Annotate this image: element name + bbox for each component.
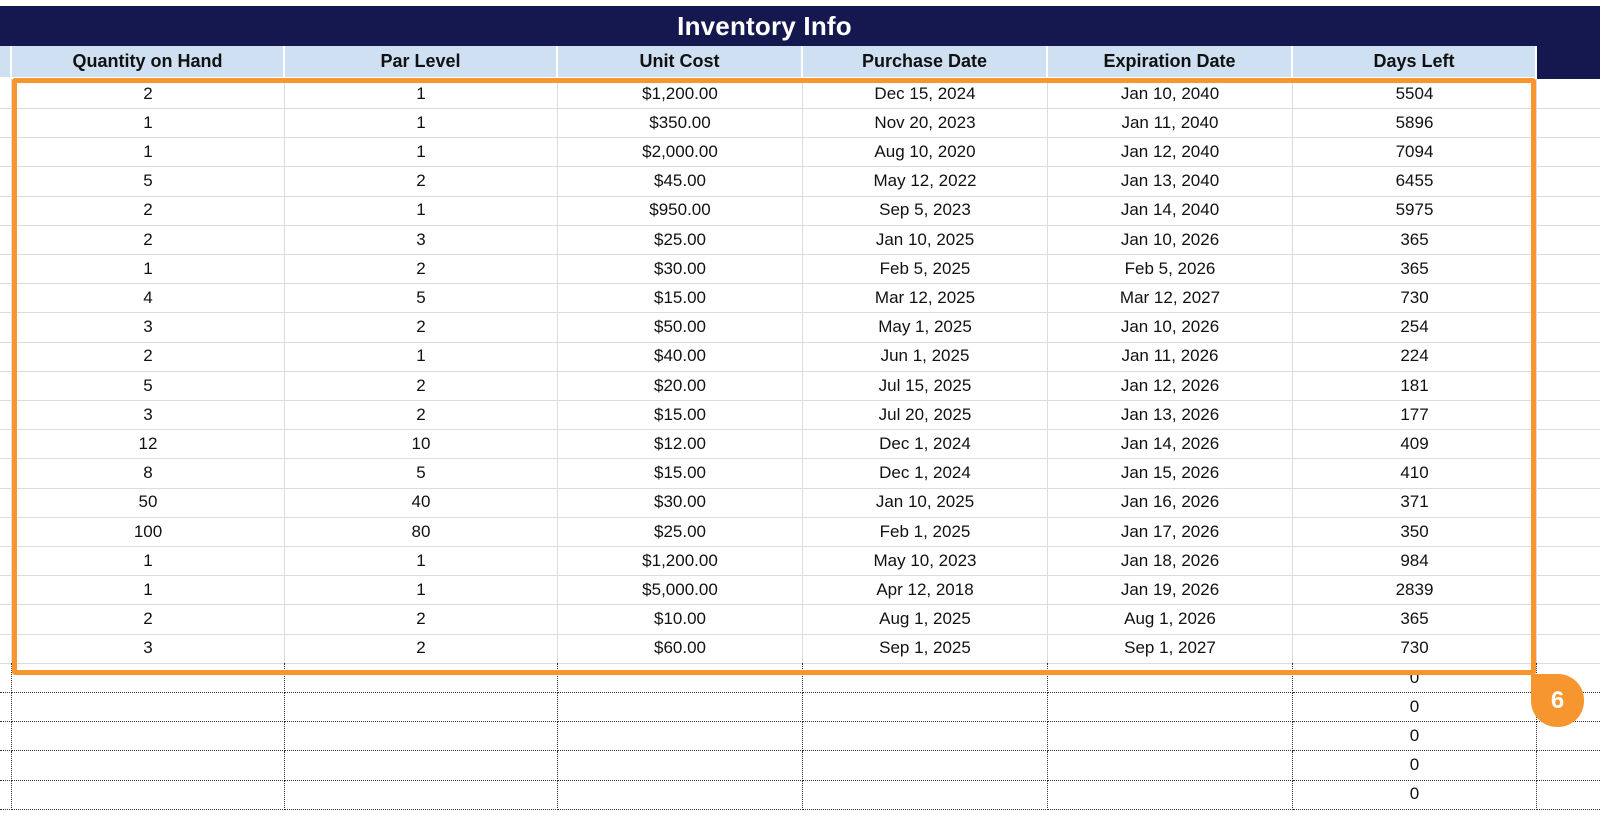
row-gutter-cell[interactable] bbox=[0, 313, 12, 343]
cell-purchase-date[interactable]: Feb 5, 2025 bbox=[803, 254, 1048, 284]
table-row bbox=[0, 429, 1600, 459]
cell-expiration-date[interactable]: Jan 17, 2026 bbox=[1048, 517, 1293, 547]
row-right-gutter-cell[interactable] bbox=[1537, 400, 1600, 430]
cell-purchase-date[interactable] bbox=[803, 692, 1048, 722]
cell-quantity-on-hand[interactable] bbox=[12, 751, 285, 781]
cell-quantity-on-hand[interactable]: 3 bbox=[12, 313, 285, 343]
cell-unit-cost[interactable]: $5,000.00 bbox=[558, 575, 803, 605]
cell-quantity-on-hand[interactable]: 1 bbox=[12, 108, 285, 138]
cell-par-level[interactable]: 40 bbox=[285, 488, 558, 518]
cell-par-level[interactable]: 2 bbox=[285, 254, 558, 284]
cell-days-left[interactable]: 0 bbox=[1293, 780, 1537, 810]
row-gutter-cell[interactable] bbox=[0, 605, 12, 635]
cell-unit-cost[interactable] bbox=[558, 780, 803, 810]
cell-expiration-date[interactable]: Jan 14, 2040 bbox=[1048, 196, 1293, 226]
cell-days-left[interactable]: 730 bbox=[1293, 634, 1537, 664]
cell-par-level[interactable] bbox=[285, 663, 558, 693]
row-right-gutter-cell[interactable] bbox=[1537, 167, 1600, 197]
column-header-days-left[interactable]: Days Left bbox=[1293, 46, 1537, 77]
cell-unit-cost[interactable] bbox=[558, 721, 803, 751]
cell-purchase-date[interactable]: May 10, 2023 bbox=[803, 546, 1048, 576]
cell-unit-cost[interactable]: $12.00 bbox=[558, 429, 803, 459]
cell-purchase-date[interactable]: Dec 1, 2024 bbox=[803, 459, 1048, 489]
empty-table-row bbox=[0, 663, 1600, 693]
table-row bbox=[0, 196, 1600, 226]
cell-expiration-date[interactable]: Jan 19, 2026 bbox=[1048, 575, 1293, 605]
cell-days-left[interactable]: 409 bbox=[1293, 429, 1537, 459]
cell-days-left[interactable]: 254 bbox=[1293, 313, 1537, 343]
cell-days-left[interactable]: 7094 bbox=[1293, 137, 1537, 167]
cell-purchase-date[interactable]: Jun 1, 2025 bbox=[803, 342, 1048, 372]
cell-days-left[interactable]: 0 bbox=[1293, 751, 1537, 781]
cell-purchase-date[interactable]: Dec 1, 2024 bbox=[803, 429, 1048, 459]
row-gutter-cell[interactable] bbox=[0, 751, 12, 781]
cell-par-level[interactable]: 2 bbox=[285, 634, 558, 664]
row-gutter-cell[interactable] bbox=[0, 692, 12, 722]
cell-expiration-date[interactable] bbox=[1048, 751, 1293, 781]
cell-par-level[interactable] bbox=[285, 692, 558, 722]
row-gutter-cell[interactable] bbox=[0, 137, 12, 167]
table-row bbox=[0, 283, 1600, 313]
cell-expiration-date[interactable]: Jan 14, 2026 bbox=[1048, 429, 1293, 459]
cell-unit-cost[interactable]: $25.00 bbox=[558, 225, 803, 255]
cell-quantity-on-hand[interactable]: 50 bbox=[12, 488, 285, 518]
cell-days-left[interactable]: 5975 bbox=[1293, 196, 1537, 226]
cell-expiration-date[interactable]: Jan 15, 2026 bbox=[1048, 459, 1293, 489]
cell-par-level[interactable]: 2 bbox=[285, 400, 558, 430]
cell-quantity-on-hand[interactable]: 2 bbox=[12, 196, 285, 226]
cell-purchase-date[interactable] bbox=[803, 721, 1048, 751]
cell-par-level[interactable]: 1 bbox=[285, 137, 558, 167]
cell-days-left[interactable]: 350 bbox=[1293, 517, 1537, 547]
cell-expiration-date[interactable] bbox=[1048, 692, 1293, 722]
table-row bbox=[0, 313, 1600, 343]
cell-days-left[interactable]: 181 bbox=[1293, 371, 1537, 401]
empty-table-row bbox=[0, 751, 1600, 781]
cell-days-left[interactable]: 0 bbox=[1293, 692, 1537, 722]
row-gutter-cell[interactable] bbox=[0, 167, 12, 197]
row-right-gutter-cell[interactable] bbox=[1537, 196, 1600, 226]
row-right-gutter-cell[interactable] bbox=[1537, 254, 1600, 284]
cell-quantity-on-hand[interactable]: 3 bbox=[12, 634, 285, 664]
cell-quantity-on-hand[interactable] bbox=[12, 721, 285, 751]
row-gutter-cell[interactable] bbox=[0, 79, 12, 109]
cell-unit-cost[interactable]: $950.00 bbox=[558, 196, 803, 226]
cell-quantity-on-hand[interactable]: 8 bbox=[12, 459, 285, 489]
cell-purchase-date[interactable]: Jan 10, 2025 bbox=[803, 488, 1048, 518]
row-gutter-cell[interactable] bbox=[0, 371, 12, 401]
cell-par-level[interactable]: 2 bbox=[285, 605, 558, 635]
table-row bbox=[0, 488, 1600, 518]
cell-par-level[interactable]: 1 bbox=[285, 108, 558, 138]
cell-par-level[interactable]: 2 bbox=[285, 167, 558, 197]
cell-purchase-date[interactable]: Nov 20, 2023 bbox=[803, 108, 1048, 138]
row-gutter-cell[interactable] bbox=[0, 225, 12, 255]
table-row bbox=[0, 225, 1600, 255]
column-header-purchase-date[interactable]: Purchase Date bbox=[803, 46, 1048, 77]
cell-purchase-date[interactable]: Mar 12, 2025 bbox=[803, 283, 1048, 313]
table-row bbox=[0, 605, 1600, 635]
row-right-gutter-cell[interactable] bbox=[1537, 546, 1600, 576]
cell-unit-cost[interactable]: $25.00 bbox=[558, 517, 803, 547]
row-right-gutter-cell[interactable] bbox=[1537, 721, 1600, 751]
cell-expiration-date[interactable]: Feb 5, 2026 bbox=[1048, 254, 1293, 284]
cell-quantity-on-hand[interactable]: 5 bbox=[12, 167, 285, 197]
cell-purchase-date[interactable]: Apr 12, 2018 bbox=[803, 575, 1048, 605]
column-header-row bbox=[0, 46, 1537, 77]
table-row bbox=[0, 575, 1600, 605]
column-header-unit-cost[interactable]: Unit Cost bbox=[558, 46, 803, 77]
cell-quantity-on-hand[interactable]: 12 bbox=[12, 429, 285, 459]
cell-days-left[interactable]: 365 bbox=[1293, 254, 1537, 284]
cell-unit-cost[interactable]: $15.00 bbox=[558, 283, 803, 313]
cell-unit-cost[interactable]: $20.00 bbox=[558, 371, 803, 401]
cell-unit-cost[interactable]: $40.00 bbox=[558, 342, 803, 372]
cell-par-level[interactable]: 80 bbox=[285, 517, 558, 547]
row-right-gutter-cell[interactable] bbox=[1537, 459, 1600, 489]
cell-quantity-on-hand[interactable]: 1 bbox=[12, 137, 285, 167]
table-row bbox=[0, 400, 1600, 430]
cell-purchase-date[interactable]: Sep 5, 2023 bbox=[803, 196, 1048, 226]
cell-expiration-date[interactable]: Jan 10, 2026 bbox=[1048, 313, 1293, 343]
cell-quantity-on-hand[interactable]: 100 bbox=[12, 517, 285, 547]
cell-unit-cost[interactable]: $50.00 bbox=[558, 313, 803, 343]
row-gutter-cell[interactable] bbox=[0, 254, 12, 284]
cell-par-level[interactable]: 2 bbox=[285, 371, 558, 401]
row-right-gutter-cell[interactable] bbox=[1537, 575, 1600, 605]
row-right-gutter-cell[interactable] bbox=[1537, 225, 1600, 255]
row-gutter-cell[interactable] bbox=[0, 634, 12, 664]
cell-days-left[interactable]: 0 bbox=[1293, 721, 1537, 751]
table-row bbox=[0, 108, 1600, 138]
cell-purchase-date[interactable] bbox=[803, 751, 1048, 781]
row-right-gutter-cell[interactable] bbox=[1537, 517, 1600, 547]
table-row bbox=[0, 167, 1600, 197]
row-gutter-cell[interactable] bbox=[0, 575, 12, 605]
header-fill-right bbox=[1537, 6, 1600, 79]
cell-purchase-date[interactable] bbox=[803, 780, 1048, 810]
cell-expiration-date[interactable]: Jan 13, 2040 bbox=[1048, 167, 1293, 197]
section-title: Inventory Info bbox=[677, 10, 852, 41]
cell-unit-cost[interactable]: $60.00 bbox=[558, 634, 803, 664]
cell-days-left[interactable]: 365 bbox=[1293, 225, 1537, 255]
cell-purchase-date[interactable]: Aug 10, 2020 bbox=[803, 137, 1048, 167]
row-right-gutter-cell[interactable] bbox=[1537, 108, 1600, 138]
cell-days-left[interactable]: 0 bbox=[1293, 663, 1537, 693]
cell-expiration-date[interactable]: Jan 11, 2040 bbox=[1048, 108, 1293, 138]
cell-par-level[interactable]: 1 bbox=[285, 79, 558, 109]
row-right-gutter-cell[interactable] bbox=[1537, 283, 1600, 313]
row-gutter-cell[interactable] bbox=[0, 459, 12, 489]
column-header-par-level[interactable]: Par Level bbox=[285, 46, 558, 77]
row-right-gutter-cell[interactable] bbox=[1537, 605, 1600, 635]
cell-days-left[interactable]: 177 bbox=[1293, 400, 1537, 430]
cell-par-level[interactable]: 1 bbox=[285, 546, 558, 576]
cell-days-left[interactable]: 5896 bbox=[1293, 108, 1537, 138]
cell-quantity-on-hand[interactable]: 1 bbox=[12, 254, 285, 284]
cell-days-left[interactable]: 365 bbox=[1293, 605, 1537, 635]
cell-par-level[interactable]: 1 bbox=[285, 342, 558, 372]
cell-days-left[interactable]: 224 bbox=[1293, 342, 1537, 372]
cell-purchase-date[interactable]: May 12, 2022 bbox=[803, 167, 1048, 197]
cell-par-level[interactable]: 3 bbox=[285, 225, 558, 255]
cell-days-left[interactable]: 2839 bbox=[1293, 575, 1537, 605]
row-gutter-cell[interactable] bbox=[0, 400, 12, 430]
cell-expiration-date[interactable] bbox=[1048, 663, 1293, 693]
section-title-bar[interactable] bbox=[0, 6, 1537, 46]
cell-quantity-on-hand[interactable] bbox=[12, 663, 285, 693]
column-header-quantity-on-hand[interactable]: Quantity on Hand bbox=[12, 46, 285, 77]
cell-days-left[interactable]: 730 bbox=[1293, 283, 1537, 313]
cell-expiration-date[interactable]: Jan 13, 2026 bbox=[1048, 400, 1293, 430]
cell-par-level[interactable] bbox=[285, 751, 558, 781]
cell-quantity-on-hand[interactable] bbox=[12, 692, 285, 722]
column-header-expiration-date[interactable]: Expiration Date bbox=[1048, 46, 1293, 77]
cell-unit-cost[interactable]: $45.00 bbox=[558, 167, 803, 197]
cell-quantity-on-hand[interactable]: 2 bbox=[12, 225, 285, 255]
row-gutter-cell[interactable] bbox=[0, 780, 12, 810]
row-gutter-cell[interactable] bbox=[0, 108, 12, 138]
row-right-gutter-cell[interactable] bbox=[1537, 488, 1600, 518]
cell-quantity-on-hand[interactable]: 2 bbox=[12, 605, 285, 635]
cell-quantity-on-hand[interactable]: 1 bbox=[12, 575, 285, 605]
cell-unit-cost[interactable]: $2,000.00 bbox=[558, 137, 803, 167]
table-row bbox=[0, 546, 1600, 576]
cell-purchase-date[interactable]: Dec 15, 2024 bbox=[803, 79, 1048, 109]
cell-purchase-date[interactable]: Jul 20, 2025 bbox=[803, 400, 1048, 430]
cell-days-left[interactable]: 984 bbox=[1293, 546, 1537, 576]
cell-expiration-date[interactable] bbox=[1048, 721, 1293, 751]
row-right-gutter-cell[interactable] bbox=[1537, 371, 1600, 401]
table-row bbox=[0, 371, 1600, 401]
cell-purchase-date[interactable]: Sep 1, 2025 bbox=[803, 634, 1048, 664]
cell-purchase-date[interactable]: Aug 1, 2025 bbox=[803, 605, 1048, 635]
cell-unit-cost[interactable]: $15.00 bbox=[558, 459, 803, 489]
row-right-gutter-cell[interactable] bbox=[1537, 313, 1600, 343]
cell-quantity-on-hand[interactable]: 3 bbox=[12, 400, 285, 430]
table-row bbox=[0, 459, 1600, 489]
cell-par-level[interactable] bbox=[285, 780, 558, 810]
cell-expiration-date[interactable]: Jan 16, 2026 bbox=[1048, 488, 1293, 518]
row-right-gutter-cell[interactable] bbox=[1537, 634, 1600, 664]
cell-days-left[interactable]: 6455 bbox=[1293, 167, 1537, 197]
cell-par-level[interactable]: 5 bbox=[285, 283, 558, 313]
cell-par-level[interactable]: 10 bbox=[285, 429, 558, 459]
cell-days-left[interactable]: 5504 bbox=[1293, 79, 1537, 109]
column-header-spacer bbox=[0, 46, 12, 77]
cell-expiration-date[interactable]: Jan 10, 2040 bbox=[1048, 79, 1293, 109]
cell-quantity-on-hand[interactable]: 5 bbox=[12, 371, 285, 401]
cell-unit-cost[interactable] bbox=[558, 663, 803, 693]
row-gutter-cell[interactable] bbox=[0, 283, 12, 313]
cell-purchase-date[interactable]: Jul 15, 2025 bbox=[803, 371, 1048, 401]
row-gutter-cell[interactable] bbox=[0, 488, 12, 518]
row-right-gutter-cell[interactable] bbox=[1537, 429, 1600, 459]
row-gutter-cell[interactable] bbox=[0, 663, 12, 693]
cell-quantity-on-hand[interactable]: 2 bbox=[12, 342, 285, 372]
cell-expiration-date[interactable]: Mar 12, 2027 bbox=[1048, 283, 1293, 313]
cell-expiration-date[interactable]: Jan 18, 2026 bbox=[1048, 546, 1293, 576]
cell-expiration-date[interactable] bbox=[1048, 780, 1293, 810]
table-row bbox=[0, 254, 1600, 284]
row-gutter-cell[interactable] bbox=[0, 429, 12, 459]
row-gutter-cell[interactable] bbox=[0, 342, 12, 372]
row-right-gutter-cell[interactable] bbox=[1537, 780, 1600, 810]
cell-par-level[interactable]: 5 bbox=[285, 459, 558, 489]
cell-par-level[interactable]: 2 bbox=[285, 313, 558, 343]
cell-par-level[interactable]: 1 bbox=[285, 196, 558, 226]
cell-unit-cost[interactable]: $15.00 bbox=[558, 400, 803, 430]
cell-days-left[interactable]: 371 bbox=[1293, 488, 1537, 518]
row-gutter-cell[interactable] bbox=[0, 721, 12, 751]
cell-purchase-date[interactable] bbox=[803, 663, 1048, 693]
row-right-gutter-cell[interactable] bbox=[1537, 342, 1600, 372]
cell-expiration-date[interactable]: Sep 1, 2027 bbox=[1048, 634, 1293, 664]
cell-unit-cost[interactable]: $1,200.00 bbox=[558, 546, 803, 576]
table-row bbox=[0, 517, 1600, 547]
cell-expiration-date[interactable]: Aug 1, 2026 bbox=[1048, 605, 1293, 635]
cell-unit-cost[interactable]: $30.00 bbox=[558, 488, 803, 518]
cell-purchase-date[interactable]: Feb 1, 2025 bbox=[803, 517, 1048, 547]
cell-quantity-on-hand[interactable]: 2 bbox=[12, 79, 285, 109]
row-gutter-cell[interactable] bbox=[0, 546, 12, 576]
empty-table-row bbox=[0, 721, 1600, 751]
table-row bbox=[0, 137, 1600, 167]
cell-par-level[interactable] bbox=[285, 721, 558, 751]
empty-table-row bbox=[0, 780, 1600, 810]
cell-expiration-date[interactable]: Jan 12, 2040 bbox=[1048, 137, 1293, 167]
cell-unit-cost[interactable]: $10.00 bbox=[558, 605, 803, 635]
cell-days-left[interactable]: 410 bbox=[1293, 459, 1537, 489]
table-row bbox=[0, 79, 1600, 109]
cell-unit-cost[interactable]: $350.00 bbox=[558, 108, 803, 138]
row-gutter-cell[interactable] bbox=[0, 517, 12, 547]
cell-unit-cost[interactable] bbox=[558, 751, 803, 781]
cell-par-level[interactable]: 1 bbox=[285, 575, 558, 605]
cell-unit-cost[interactable]: $1,200.00 bbox=[558, 79, 803, 109]
row-right-gutter-cell[interactable] bbox=[1537, 751, 1600, 781]
row-right-gutter-cell[interactable] bbox=[1537, 79, 1600, 109]
table-row bbox=[0, 342, 1600, 372]
empty-table-row bbox=[0, 692, 1600, 722]
cell-unit-cost[interactable]: $30.00 bbox=[558, 254, 803, 284]
cell-expiration-date[interactable]: Jan 11, 2026 bbox=[1048, 342, 1293, 372]
cell-unit-cost[interactable] bbox=[558, 692, 803, 722]
row-gutter-cell[interactable] bbox=[0, 196, 12, 226]
cell-expiration-date[interactable]: Jan 12, 2026 bbox=[1048, 371, 1293, 401]
cell-expiration-date[interactable]: Jan 10, 2026 bbox=[1048, 225, 1293, 255]
cell-purchase-date[interactable]: May 1, 2025 bbox=[803, 313, 1048, 343]
cell-quantity-on-hand[interactable]: 1 bbox=[12, 546, 285, 576]
cell-quantity-on-hand[interactable]: 4 bbox=[12, 283, 285, 313]
table-row bbox=[0, 634, 1600, 664]
row-right-gutter-cell[interactable] bbox=[1537, 137, 1600, 167]
step-badge: 6 bbox=[1531, 674, 1584, 727]
cell-purchase-date[interactable]: Jan 10, 2025 bbox=[803, 225, 1048, 255]
cell-quantity-on-hand[interactable] bbox=[12, 780, 285, 810]
